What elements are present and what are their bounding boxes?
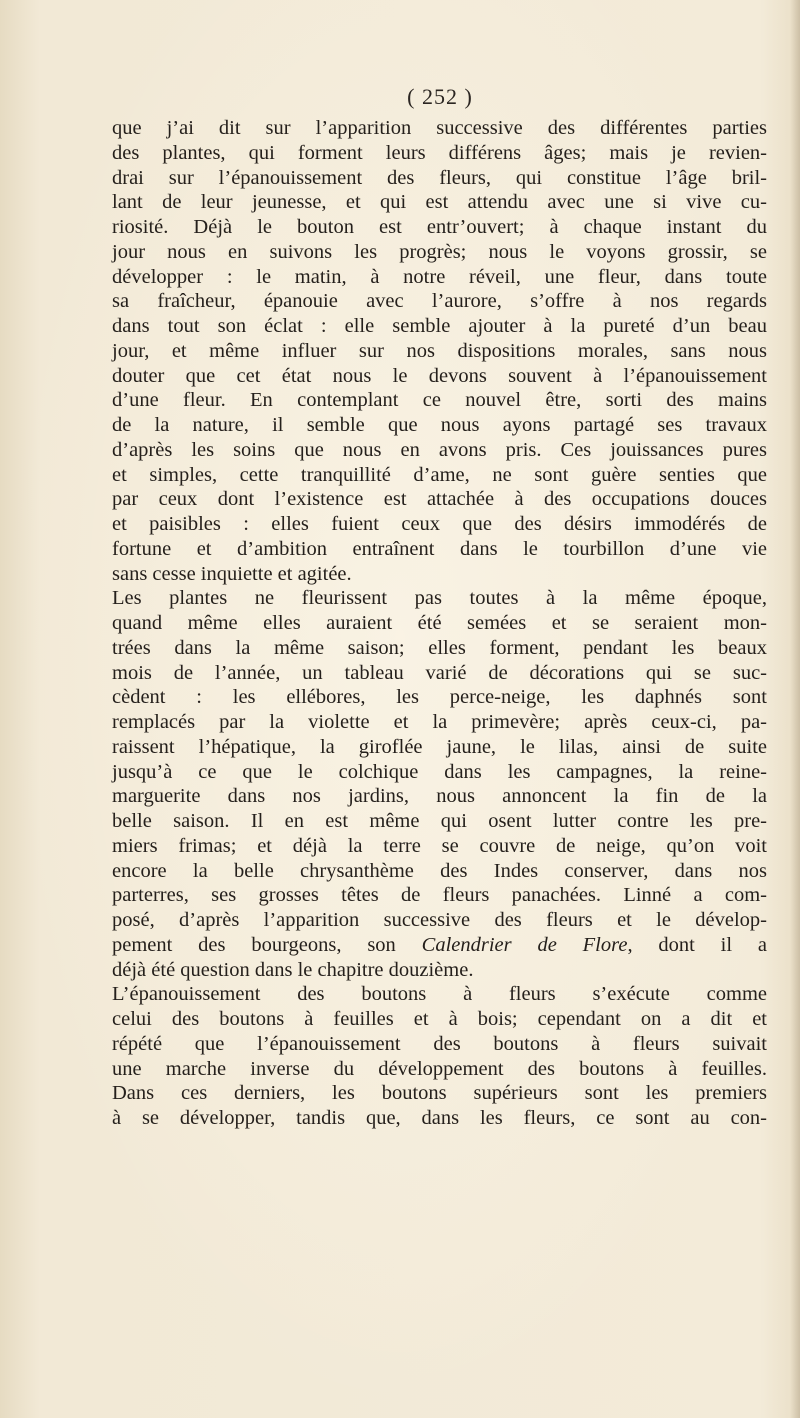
text-line: mois de l’année, un tableau varié de décorations qui se suc- [112, 661, 767, 684]
text-line: raissent l’hépatique, la giroflée jaune, le lilas, ainsi de suite [112, 735, 767, 758]
text-segment: pement des bourgeons, son [112, 933, 422, 956]
text-line: sa fraîcheur, épanouie avec l’aurore, s’offre à nos regards [112, 290, 767, 313]
text-line: par ceux dont l’existence est attachée à des occupations douces [112, 488, 767, 511]
text-line: riosité. Déjà le bouton est entr’ouvert; à chaque instant du [112, 216, 767, 238]
text-line: développer : le matin, à notre réveil, une fleur, dans toute [112, 265, 767, 288]
text-line: Les plantes ne fleurissent pas toutes à la même époque, [112, 587, 767, 610]
text-line: miers frimas; et déjà la terre se couvre de neige, qu’on voit [112, 834, 767, 857]
text-line: Dans ces derniers, les boutons supérieurs sont les premiers [112, 1082, 767, 1105]
text-line [112, 933, 767, 958]
text-line: celui des boutons à feuilles et à bois; cependant on a dit et [112, 1008, 767, 1030]
text-line: quand même elles auraient été semées et se seraient mon- [112, 612, 767, 634]
text-line: L’épanouissement des boutons à fleurs s’exécute comme [112, 983, 767, 1006]
text-line: douter que cet état nous le devons souvent à l’épanouissement [112, 364, 767, 387]
text-line: jusqu’à ce que le colchique dans les campagnes, la reine- [112, 760, 767, 783]
text-line: remplacés par la violette et la primevère; après ceux-ci, pa- [112, 711, 767, 733]
text-line: lant de leur jeunesse, et qui est attendu avec une si vive cu- [112, 191, 767, 214]
text-line: jour, et même influer sur nos dispositions morales, sans nous [112, 339, 767, 362]
text-line: de la nature, il semble que nous ayons partagé ses travaux [112, 414, 767, 436]
text-line: encore la belle chrysanthème des Indes conserver, dans nos [112, 859, 767, 882]
text-line: drai sur l’épanouissement des fleurs, qui constitue l’âge bril- [112, 166, 767, 189]
text-line: et simples, cette tranquillité d’ame, ne sont guère senties que [112, 463, 767, 486]
text-segment: , dont il a [627, 933, 768, 956]
text-line: d’après les soins que nous en avons pris. Ces jouissances pures [112, 438, 767, 461]
text-line: déjà été question dans le chapitre douzième. [112, 958, 474, 981]
body-text [112, 116, 767, 1131]
text-line: dans tout son éclat : elle semble ajouter à la pureté d’un beau [112, 315, 767, 337]
text-line: belle saison. Il en est même qui osent lutter contre les pre- [112, 810, 767, 832]
text-line: une marche inverse du développement des boutons à feuilles. [112, 1057, 767, 1080]
text-line: parterres, ses grosses têtes de fleurs panachées. Linné a com- [112, 884, 767, 907]
text-line: sans cesse inquiette et agitée. [112, 562, 352, 585]
text-line: jour nous en suivons les progrès; nous le voyons grossir, se [112, 240, 767, 263]
text-line: marguerite dans nos jardins, nous annoncent la fin de la [112, 785, 767, 808]
text-line: à se développer, tandis que, dans les fleurs, ce sont au con- [112, 1107, 767, 1129]
text-line: d’une fleur. En contemplant ce nouvel être, sorti des mains [112, 389, 767, 412]
page-edge-shadow [790, 0, 800, 1418]
text-line: cèdent : les ellébores, les perce-neige, les daphnés sont [112, 686, 767, 709]
text-line: et paisibles : elles fuient ceux que des désirs immodérés de [112, 513, 767, 535]
text-line: répété que l’épanouissement des boutons à fleurs suivait [112, 1032, 767, 1055]
book-title-italic: Calendrier de Flore [421, 933, 628, 956]
text-line: trées dans la même saison; elles forment, pendant les beaux [112, 636, 767, 659]
text-line: fortune et d’ambition entraînent dans le tourbillon d’une vie [112, 537, 767, 560]
page-number: ( 252 ) [407, 84, 473, 109]
text-line: posé, d’après l’apparition successive des fleurs et le dévelop- [112, 909, 767, 931]
text-line: des plantes, qui forment leurs différens âges; mais je revien- [112, 141, 767, 164]
text-line: que j’ai dit sur l’apparition successive des différentes parties [112, 117, 767, 139]
